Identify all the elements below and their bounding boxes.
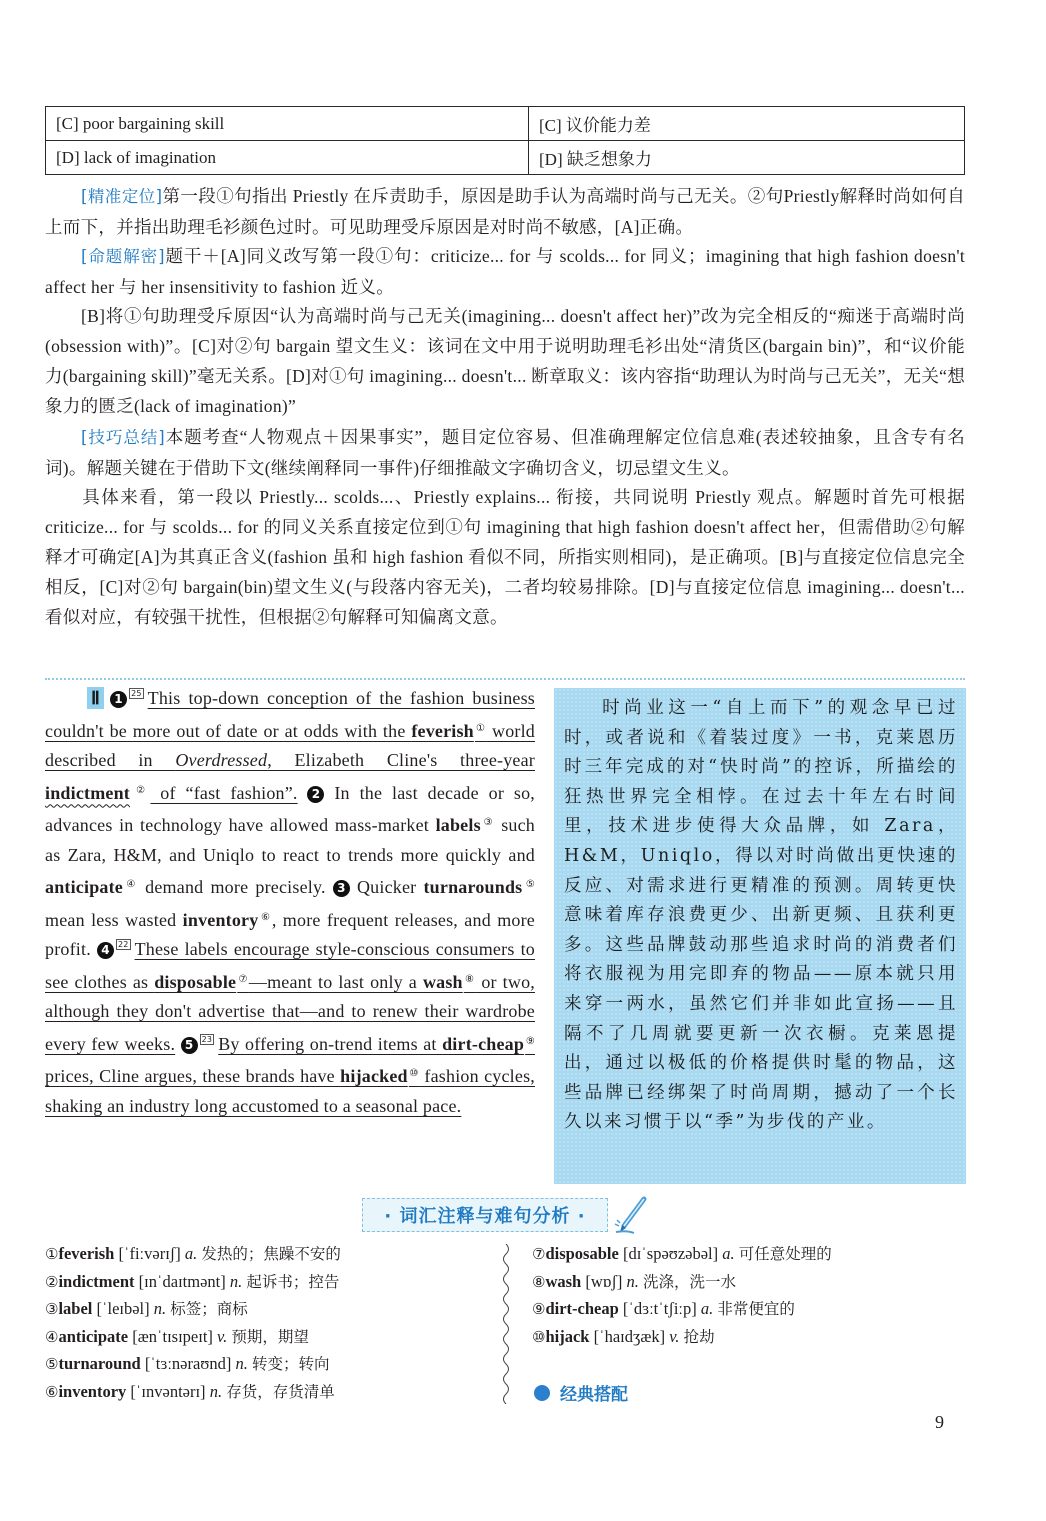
wavy-divider (500, 1244, 512, 1404)
sentence-number-4: 4 (97, 942, 114, 959)
page-number: 9 (935, 1412, 944, 1432)
analysis-question-decode (45, 241, 965, 302)
analysis-precise-location (45, 181, 965, 242)
option-notes-text: [B]将①句助理受斥原因“认为高端时尚与己无关(imagining... doesn't affect her)”改为完全相反的“痴迷于高端时尚(obsession with)”。[C]对②句 bargain 望文生义：该词在文中用于说明助理毛衫出处“清货区(bargain bin)”，和“议价能力(bargaining skill)”毫无关系。[D]对①句 imagining... doesn't... 断章取义：该内容指“助理认为时尚与己无关”，无关“想象力的匮乏(lack of imagination)” (45, 306, 965, 416)
section-badge: Ⅱ (87, 687, 104, 709)
classic-collocations-heading: 经典搭配 (534, 1380, 628, 1405)
vocab-word-dirt-cheap: dirt-cheap (442, 1033, 525, 1054)
vocab-word-anticipate: anticipate (45, 877, 123, 897)
option-c-zh: [C] 议价能力差 (529, 107, 965, 141)
question-ref-22: 22 (117, 940, 129, 949)
vocab-item: ⑦disposable [dɪˈspəʊzəbəl] a. 可任意处理的 (532, 1244, 832, 1263)
vocab-item: ③label [ˈleɪbəl] n. 标签；商标 (45, 1299, 248, 1318)
detail-text: 具体来看，第一段以 Priestly... scolds...、Priestly explains... 衔接，共同说明 Priestly 观点。解题时首先可根据 criticize... for 与 scolds... for 的同义关系直接定位到①句 imagining that high fashion doesn't affect her，但需借助②句解释才可确定[A]为其真正含义(fashion 虽和 high fashion 看似不同，所指实则相同)，是正确项。[B]与直接定位信息完全相反，[C]对②句 bargain(bin)望文生义(与段落内容无关)，二者均较易排除。[D]与直接定位信息 imagining... doesn't... 看似对应，有较强干扰性，但根据②句解释可知偏离文意。 (45, 487, 965, 627)
vocab-item: ⑤turnaround [ˈtɜːnəraʊnd] n. 转变；转向 (45, 1354, 330, 1373)
analysis-skill-summary (45, 422, 965, 483)
vocab-word-inventory: inventory (182, 909, 259, 930)
vocab-item: ⑧wash [wɒʃ] n. 洗涤，洗一水 (532, 1271, 737, 1291)
question-ref-25: 25 (131, 689, 142, 698)
analysis-option-notes (45, 301, 965, 421)
vocab-list-left (45, 1240, 341, 1405)
vocab-word-disposable: disposable (154, 971, 237, 992)
sentence-1: This top-down conception of the fashion business couldn't be more out of date or at odds with the feverish① world described in Overdressed, Elizabeth Cline's three-year (45, 688, 536, 770)
sentence-4: These labels encourage style-conscious consumers to see clothes as disposable⑦—meant to last only a wash⑧ or two, although they don't advertise that—and to renew their wardrobe every few weeks. (45, 939, 535, 1054)
question-decode-tag: [命题解密] (81, 247, 165, 266)
option-d-zh: [D] 缺乏想象力 (529, 141, 965, 175)
vocab-item: ⑥inventory [ˈɪnvəntərɪ] n. 存货，存货清单 (45, 1381, 335, 1401)
vocab-section-header: · 词汇注释与难句分析 · (362, 1198, 608, 1232)
translation-text: 时尚业这一“自上而下”的观念早已过时，或者说和《着装过度》一书，克莱恩历时三年完成的对“快时尚”的控诉，所描绘的狂热世界完全相悖。在过去十年左右时间里，技术进步使得大众品牌，如 Zara，H&M，Uniqlo，得以对时尚做出更快速的反应、对需求进行更精准的预测。周转更快意味着库存浪费更少、出新更频、且获利更多。这些品牌鼓动那些追求时尚的消费者们将衣服视为用完即弃的物品——原本就只用来穿一两水，虽然它们并非如此宣扬——且隔不了几周就要更新一次衣橱。克莱恩提出，通过以极低的价格提供时髦的物品，这些品牌已经绑架了时尚周期，撼动了一个长久以来习惯于以“季”为步伐的产业。 (564, 698, 958, 1133)
precise-location-text: 第一段①句指出 Priestly 在斥责助手，原因是助手认为高端时尚与己无关。②句Priestly解释时尚如何自上而下，并指出助理毛衫颜色过时。可见助理受斥原因是对时尚不敏感，[A]正确。 (45, 186, 965, 237)
options-table (45, 106, 965, 175)
analysis-detail (45, 482, 965, 632)
precise-location-tag: [精准定位] (81, 187, 163, 206)
vocab-word-feverish: feverish (411, 720, 474, 741)
vocab-list-right (532, 1240, 832, 1350)
bullet-dot-icon (534, 1385, 550, 1401)
option-c-en: [C] poor bargaining skill (46, 107, 529, 141)
option-row-d (46, 141, 965, 175)
book-title: Overdressed (175, 750, 268, 770)
sentence-number-2: 2 (307, 786, 324, 803)
sentence-5: By offering on-trend items at dirt-cheap⑨ prices, Cline argues, these brands have hijacked⑩ fashion cycles, shaking an industry long accustomed to a seasonal pace. (45, 1033, 536, 1116)
vocab-item: ④anticipate [ænˈtɪsɪpeɪt] v. 预期，期望 (45, 1326, 309, 1346)
vocab-word-wash: wash (422, 971, 463, 992)
sentence-number-5: 5 (181, 1037, 198, 1054)
option-d-en: [D] lack of imagination (46, 141, 529, 175)
vocab-word-labels: labels (435, 815, 481, 835)
option-row-c (46, 107, 965, 141)
vocab-word-turnarounds: turnarounds (423, 877, 523, 897)
pen-icon (612, 1196, 650, 1236)
vocab-word-indictment: indictment (45, 782, 130, 803)
skill-summary-text: 本题考查“人物观点＋因果事实”，题目定位容易、但准确理解定位信息难(表述较抽象，且含专有名词)。解题关键在于借助下文(继续阐释同一事件)仔细推敲文字确切含义，切忌望文生义。 (45, 427, 965, 478)
vocab-item: ②indictment [ɪnˈdaɪtmənt] n. 起诉书；控告 (45, 1271, 340, 1291)
vocab-item: ⑨dirt-cheap [ˈdɜːtˈtʃiːp] a. 非常便宜的 (532, 1299, 795, 1318)
section-divider (45, 678, 965, 680)
vocab-item: ⑩hijack [ˈhaɪdʒæk] v. 抢劫 (532, 1326, 715, 1346)
sentence-number-3: 3 (333, 880, 350, 897)
vocab-item: ①feverish [ˈfiːvərɪʃ] a. 发热的；焦躁不安的 (45, 1244, 341, 1263)
english-passage: Ⅱ 1 25 This top-down conception of the fashion business couldn't be more out of date or at odds with the feverish① world described in Overdressed, Elizabeth Cline's three-year indictment② of “fast fashion”. 2 In the last decade or so, advances in technology have allowed mass-market labels③ such as Zara, H&M, and Uniqlo to react to trends more quickly and anticipate④ demand more precisely. 3 Quicker turnarounds⑤ mean less wasted inventory⑥, more frequent releases, and more profit. 4 22 These labels encourage style-conscious consumers to see clothes as disposable⑦—meant to last only a wash⑧ or two, although they don't advertise that—and to renew their wardrobe every few weeks. 5 23 By offering on-trend items at dirt-cheap⑨ prices, Cline argues, these brands have hijacked⑩ fashion cycles, shaking an industry long accustomed to a seasonal pace. (45, 688, 536, 1116)
question-decode-text: 题干＋[A]同义改写第一段①句：criticize... for 与 scolds... for 同义；imagining that high fashion doesn't affect her 与 her insensitivity to fashion 近义。 (45, 246, 965, 297)
sentence-number-1: 1 (110, 691, 127, 708)
skill-summary-tag: [技巧总结] (81, 428, 166, 447)
chinese-translation (554, 688, 966, 1184)
question-ref-23: 23 (201, 1034, 213, 1044)
vocab-word-hijacked: hijacked (340, 1066, 408, 1086)
